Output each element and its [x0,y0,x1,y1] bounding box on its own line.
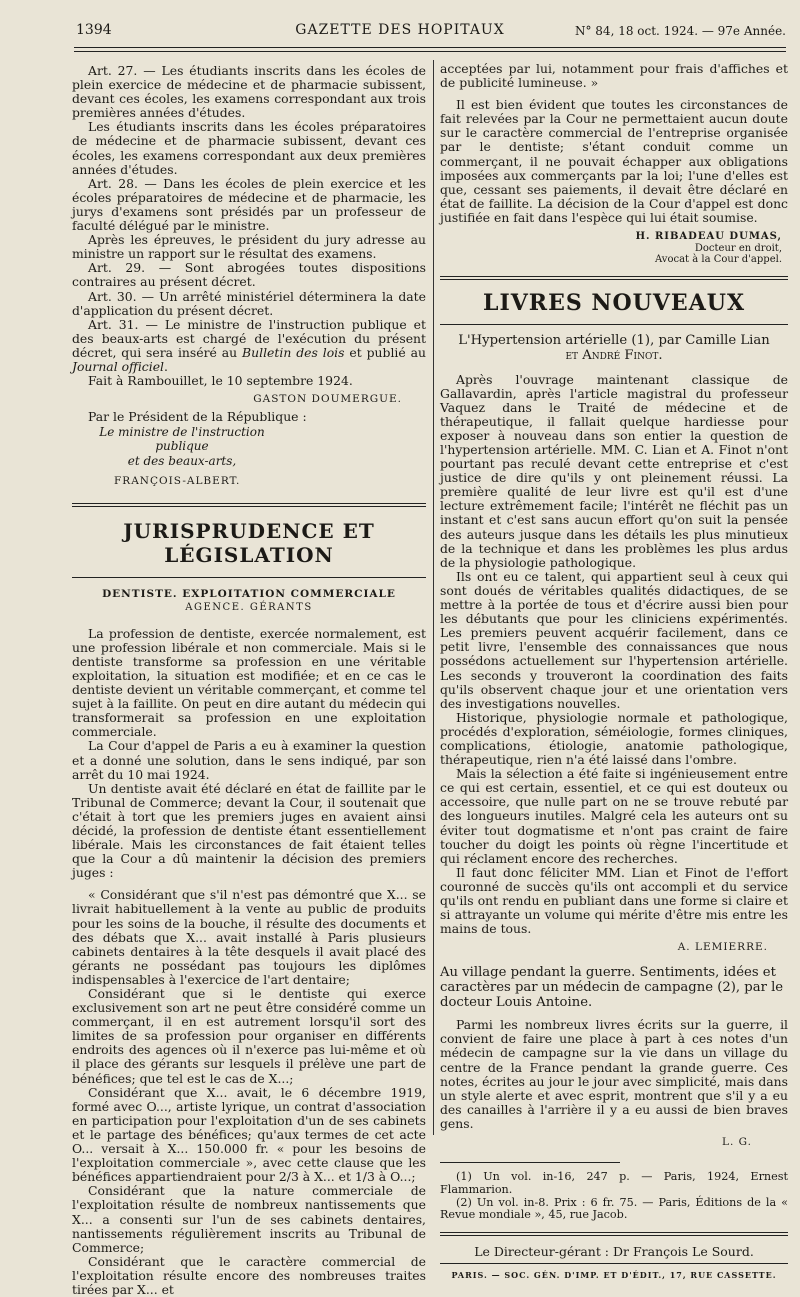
section-title-jurisprudence: JURISPRUDENCE ET LÉGISLATION [123,518,375,567]
column-separator [433,60,434,1135]
page-number: 1394 [76,22,112,38]
signature-ribadeau [440,231,782,266]
juris-paragraph-5: Considérant que si le dentiste qui exerce exclusivement son art ne peut être considéré comme un commerçant, il en est autrement lorsqu'il sort des limites de sa profession pour organiser en différents endroits des agences où il n'exerce pas lui-même et où il place des gérants sur lesquels il prélève une part de bénéfices; que tel est le cas de X...; [72,986,426,1086]
book-1-paragraph-4: Mais la sélection a été faite si ingénieusement entre ce qui est certain, essentiel, et ce qui est douteux ou accessoire, que nulle part on ne se trouve rebuté par des longueurs inutiles. Malgré cela les auteurs ont su éviter tout dogmatisme et n'ont pas craint de faire toucher du doigt les points où règne l'incertitude et qui réclament encore des recherches. [440,766,788,866]
article-27: Art. 27. — Les étudiants inscrits dans les écoles de plein exercice de médecine et de pharmacie subissent, devant ces écoles, les examens correspondant aux trois premières années d'études. [72,63,426,121]
journal-officiel: Journal officiel [72,358,164,374]
issue-info: N° 84, 18 oct. 1924. — 97e Année. [574,24,786,38]
jurisprudence-subsubtitle: AGENCE. GÉRANTS [185,601,313,613]
footnote-rule [440,1162,620,1163]
juris-paragraph-8: Considérant que le caractère commercial de l'exploitation résulte encore des nombreuses traites tirées par X... et [72,1253,426,1297]
juris-cont-2: Il est bien évident que toutes les circonstances de fait relevées par la Cour ne permettaient aucun doute sur le caractère commercial de l'entreprise organisée par le dentiste; s'étant conduit comme un commerçant, il ne pouvait échapper aux obligations imposées aux commerçants par la loi; l'une d'elles est que, cessant ses paiements, il devait être déclaré en état de faillite. La décision de la Cour d'appel est donc justifiée en fait dans l'espèce qui lui était soumise. [440,97,788,225]
article-31 [72,318,426,374]
footer-rule-2 [440,1263,788,1264]
book-2-paragraph: Parmi les nombreux livres écrits sur la guerre, il convient de faire une place à part à ces notes d'un médecin de campagne sur la vie dans un village du centre de la France pendant la grande guerre. Ces notes, écrites au jour le jour avec simplicité, mais dans un style alerte et avec esprit, montrent que s'il y a eu des canailles à l'arrière il y a eu aussi de bien braves gens. [440,1017,788,1131]
directeur-gerant: Le Directeur-gérant : Dr François Le Sourd. [474,1244,754,1260]
ministre-line-2: et des beaux-arts, [127,454,237,469]
jurisprudence-subtitle: DENTISTE. EXPLOITATION COMMERCIALE [102,587,396,600]
section-rule-below [72,577,426,578]
right-column [440,61,788,1281]
article-30: Art. 30. — Un arrêté ministériel déterminera la date d'application du présent décret. [72,288,426,318]
article-31-end: . [164,358,168,374]
footnotes [440,1171,788,1222]
book-2-title: Au village pendant la guerre. Sentiments, idées et caractères par un médecin de campagne (2), par le docteur Louis Antoine. [440,965,784,1011]
article-31-text: Art. 31. — Le ministre de l'instruction publique et des beaux-arts est chargé de l'exécution du présent décret, qui sera inséré au [72,316,426,360]
printer-imprint: PARIS. — SOC. GÉN. D'IMP. ET D'ÉDIT., 17, RUE CASSETTE. [451,1270,777,1281]
journal-title: GAZETTE DES HOPITAUX [295,22,505,38]
signature-role: Avocat à la Cour d'appel. [654,254,782,266]
juris-paragraph-4: « Considérant que s'il n'est pas démontré que X... se livrait habituellement à la vente au public de produits pour les soins de la bouche, il résulte des documents et des débats que X... avait installé à Paris plusieurs cabinets dentaires à la tête desquels il avait placé des gérants ne possédant pas toujours les diplômes indispensables à l'exercice de l'art dentaire; [72,887,426,987]
footer-rule [440,1232,788,1236]
juris-paragraph-2: La Cour d'appel de Paris a eu à examiner la question et a donné une solution, dans le sens indiqué, par son arrêt du 10 mai 1924. [72,738,426,782]
left-column [72,63,426,1297]
signature-name: H. RIBADEAU DUMAS, [635,231,782,243]
book-1-paragraph-2: Ils ont eu ce talent, qui appartient seul à ceux qui sont doués de véritables qualités didactiques, de se mettre à la portée de tous et d'écrire aussi bien pour les débutants que pour les cliniciens expérimentés. Les premiers peuvent acquérir facilement, dans ce petit livre, l'ensemble des connaissances que nous possédons actuellement sur l'hypertension artérielle. Les seconds y trouveront la coordination des faits qu'ils observent chaque jour et une orientation vers des investigations nouvelles. [440,568,788,711]
signature-lg: L. G. [722,1136,752,1149]
juris-paragraph-1: La profession de dentiste, exercée normalement, est une profession libérale et non commerciale. Mais si le dentiste transforme sa profession en une véritable exploitation, la situation est modifiée; et en ce cas le dentiste devient un véritable commerçant, et comme tel sujet à la faillite. On peut en dire autant du médecin qui transformerait sa profession en une exploitation commerciale. [72,625,426,740]
header-rule-bottom [74,51,786,52]
president-line: Par le Président de la République : [88,409,307,425]
signature-title: Docteur en droit, [694,242,782,254]
signature-francois-albert: FRANÇOIS-ALBERT. [114,474,241,487]
article-31-text-2: et publié au [344,344,426,360]
juris-paragraph-6: Considérant que X... avait, le 6 décembre 1919, formé avec O..., artiste lyrique, un contrat d'association en participation pour l'exploitation d'un de ses cabinets et le partage des bénéfices; qu'aux termes de cet acte O... versait à X... 150.000 fr. « pour les besoins de l'exploitation commerciale », avec cette clause que les bénéfices appartiendraient pour 2/3 à X... et 1/3 à O...; [72,1084,426,1185]
decree-date: Fait à Rambouillet, le 10 septembre 1924. [88,373,353,389]
footnote-1: (1) Un vol. in-16, 247 p. — Paris, 1924, Ernest Flammarion. [440,1170,788,1196]
section-rule [72,503,426,507]
header-rule-top [74,47,786,48]
livres-rule-below [440,324,788,325]
livres-rule [440,276,788,280]
book-1-title-line-2: et André Finot. [565,347,663,363]
book-1-title-line-1: L'Hypertension artérielle (1), par Camille Lian [458,332,770,348]
page-header [0,20,800,42]
juris-paragraph-7: Considérant que la nature commerciale de l'exploitation résulte de nombreux nantissements que X... a consenti sur l'un de ses cabinets dentaires, nantissements régulièrement inscrits au Tribunal de Commerce; [72,1183,426,1255]
signature-lemierre: A. LEMIERRE. [677,941,768,954]
bulletin-des-lois: Bulletin des lois [242,344,345,360]
footnote-2: (2) Un vol. in-8. Prix : 6 fr. 75. — Paris, Éditions de la « Revue mondiale », 45, rue Jacob. [440,1195,788,1222]
article-27-cont: Les étudiants inscrits dans les écoles préparatoires de médecine et de pharmacie subissent, devant ces écoles, les examens correspondant aux deux premières années d'études. [72,119,426,177]
book-1-title [440,333,788,363]
juris-cont-1: acceptées par lui, notamment pour frais d'affiches et de publicité lumineuse. » [440,61,788,91]
book-1-paragraph-1: Après l'ouvrage maintenant classique de Gallavardin, après l'article magistral du professeur Vaquez dans le Traité de médecine et de thérapeutique, il fallait quelque hardiesse pour exposer à nouveau dans son entier la question de l'hypertension artérielle. MM. C. Lian et A. Finot n'ont pourtant pas reculé devant cette entreprise et c'est justice de dire qu'ils y ont pleinement réussi. La première qualité de leur livre est qu'il est d'une lecture extrêmement facile; l'intérêt ne fléchit pas un instant et c'est sans aucun effort qu'on suit la pensée des auteurs jusque dans les détails les plus minutieux de la technique et dans les problèmes les plus ardus de la physiologie pathologique. [440,371,788,570]
article-28: Art. 28. — Dans les écoles de plein exercice et les écoles préparatoires de médecine et de pharmacie, les jurys d'examens sont présidés par un professeur de faculté délégué par le ministre. [72,175,426,234]
book-1-paragraph-3: Historique, physiologie normale et pathologique, procédés d'exploration, séméiologie, formes cliniques, complications, étiologie, anatomie pathologique, thérapeutique, rien n'a été laissé dans l'ombre. [440,709,788,768]
juris-paragraph-3: Un dentiste avait été déclaré en état de faillite par le Tribunal de Commerce; devant la Cour, il soutenait que c'était à tort que les premiers juges en avaient ainsi décidé, la profession de dentiste étant essentiellement libérale. Mais les circonstances de fait étaient telles que la Cour a dû maintenir la décision des premiers juges : [72,780,426,881]
book-1-paragraph-5: Il faut donc féliciter MM. Lian et Finot de l'effort couronné de succès qu'ils ont accompli et du service qu'ils ont rendu en publiant dans une forme si claire et si attrayante un volume qui mérite d'être mis entre les mains de tous. [440,864,788,937]
article-29: Art. 29. — Sont abrogées toutes dispositions contraires au présent décret. [72,260,426,290]
signature-doumergue: GASTON DOUMERGUE. [253,393,402,406]
ministre-line-1: Le ministre de l'instruction publique [99,425,265,453]
article-28-cont: Après les épreuves, le président du jury adresse au ministre un rapport sur le résultat des examens. [72,232,426,262]
section-title-livres: LIVRES NOUVEAUX [482,289,746,316]
